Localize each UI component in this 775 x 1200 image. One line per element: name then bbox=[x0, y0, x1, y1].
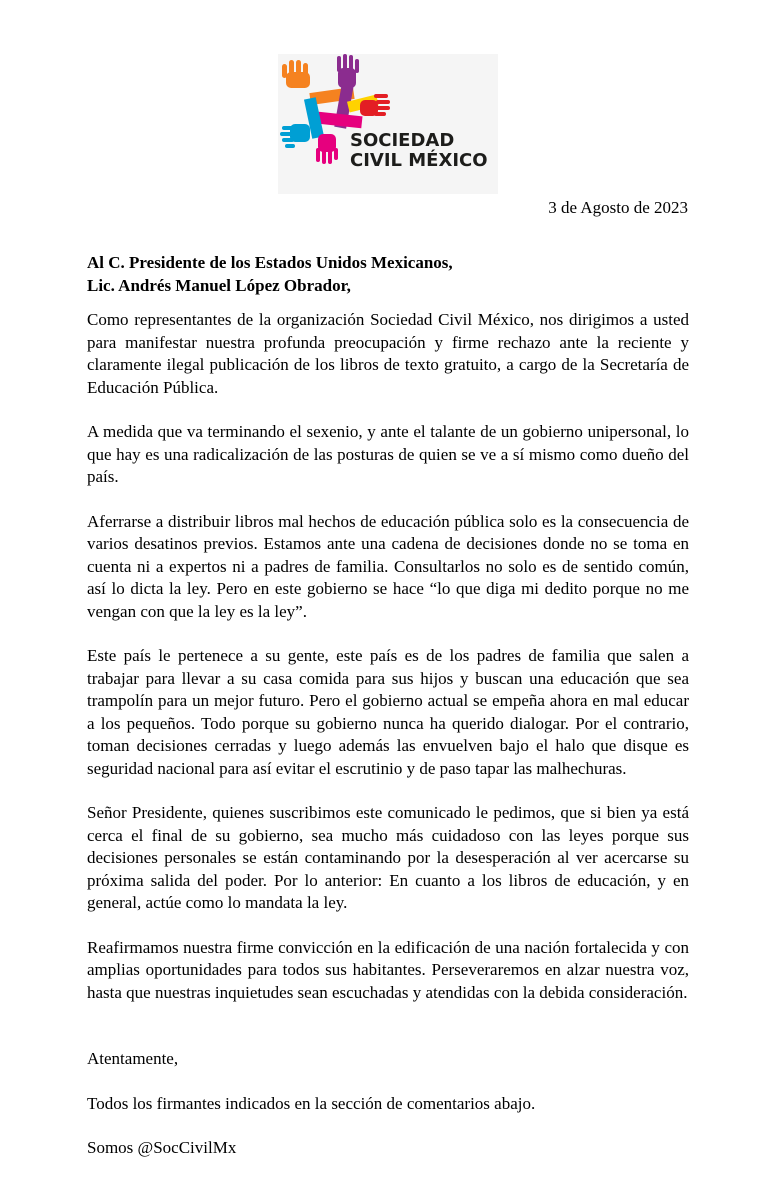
logo-text-line1: SOCIEDAD bbox=[350, 130, 455, 151]
social-handle: Somos @SocCivilMx bbox=[87, 1138, 237, 1157]
magenta-hand-icon bbox=[316, 134, 338, 164]
closing-salutation: Atentamente, bbox=[87, 1049, 179, 1068]
logo-text-line2: CIVIL MÉXICO bbox=[350, 150, 488, 171]
signers-note: Todos los firmantes indicados en la sección de comentarios abajo. bbox=[87, 1093, 536, 1113]
addressee-line-2: Lic. Andrés Manuel López Obrador, bbox=[87, 275, 351, 295]
paragraph-1: Como representantes de la organización Sociedad Civil México, nos dirigimos a usted para manifestar nuestra profunda preocupación y firme rechazo ante la reciente y claramente ilegal publicación de los libros de texto gratuito, a cargo de la Secretaría de Educación Pública. bbox=[87, 310, 689, 397]
hands-logo-graphic bbox=[278, 54, 498, 194]
addressee-line-1: Al C. Presidente de los Estados Unidos Mexicanos, bbox=[87, 253, 453, 272]
letter-date: 3 de Agosto de 2023 bbox=[548, 198, 688, 217]
letter-body bbox=[87, 252, 689, 1182]
paragraph-6: Reafirmamos nuestra firme convicción en la edificación de una nación fortalecida y con amplias oportunidades para todos sus habitantes. Perseveraremos en alzar nuestra voz, hasta que nuestras inquietudes sean escuchadas y atendidas con la debida consideración. bbox=[87, 937, 689, 1002]
addressee-block bbox=[87, 252, 689, 297]
paragraph-4: Este país le pertenece a su gente, este país es de los padres de familia que salen a trabajar para llevar a su casa comida para sus hijos y buscan una educación que sea trampolín para un mejor futuro. Pero el gobierno actual se empeña ahora en mal educar a los pequeños. Todo porque su gobierno nunca ha querido dialogar. Por el contrario, toman decisiones cerradas y luego además las envuelven bajo el halo que disque es seguridad nacional para así evitar el escrutinio y de paso tapar las malhechuras. bbox=[87, 646, 689, 778]
red-hand-icon bbox=[360, 94, 390, 116]
paragraph-5: Señor Presidente, quienes suscribimos este comunicado le pedimos, que si bien ya está cerca el final de su gobierno, sea mucho más cuidadoso con las leyes porque sus decisiones personales se están contaminando por la desesperación al ver acercarse su próxima salida del poder. Por lo anterior: En cuanto a los libros de educación, y en general, actúe como lo mandata la ley. bbox=[87, 803, 689, 912]
purple-hand-icon bbox=[337, 54, 359, 88]
magenta-band bbox=[317, 112, 362, 129]
paragraph-3: Aferrarse a distribuir libros mal hechos de educación pública solo es la consecuencia de varios desatinos previos. Estamos ante una cadena de decisiones donde no se toma en cuenta ni a expertos ni a padres de familia. Consultarlos no solo es de sentido común, así lo dicta la ley. Pero en este gobierno se hace “lo que diga mi dedito porque no me vengan con que la ley es la ley”. bbox=[87, 511, 689, 621]
paragraph-2: A medida que va terminando el sexenio, y ante el talante de un gobierno unipersonal, lo que hay es una radicalización de las posturas de quien se ve a sí mismo como dueño del país. bbox=[87, 422, 689, 486]
organization-logo bbox=[278, 54, 498, 194]
orange-hand-icon bbox=[282, 60, 310, 88]
blue-hand-icon bbox=[280, 124, 310, 148]
